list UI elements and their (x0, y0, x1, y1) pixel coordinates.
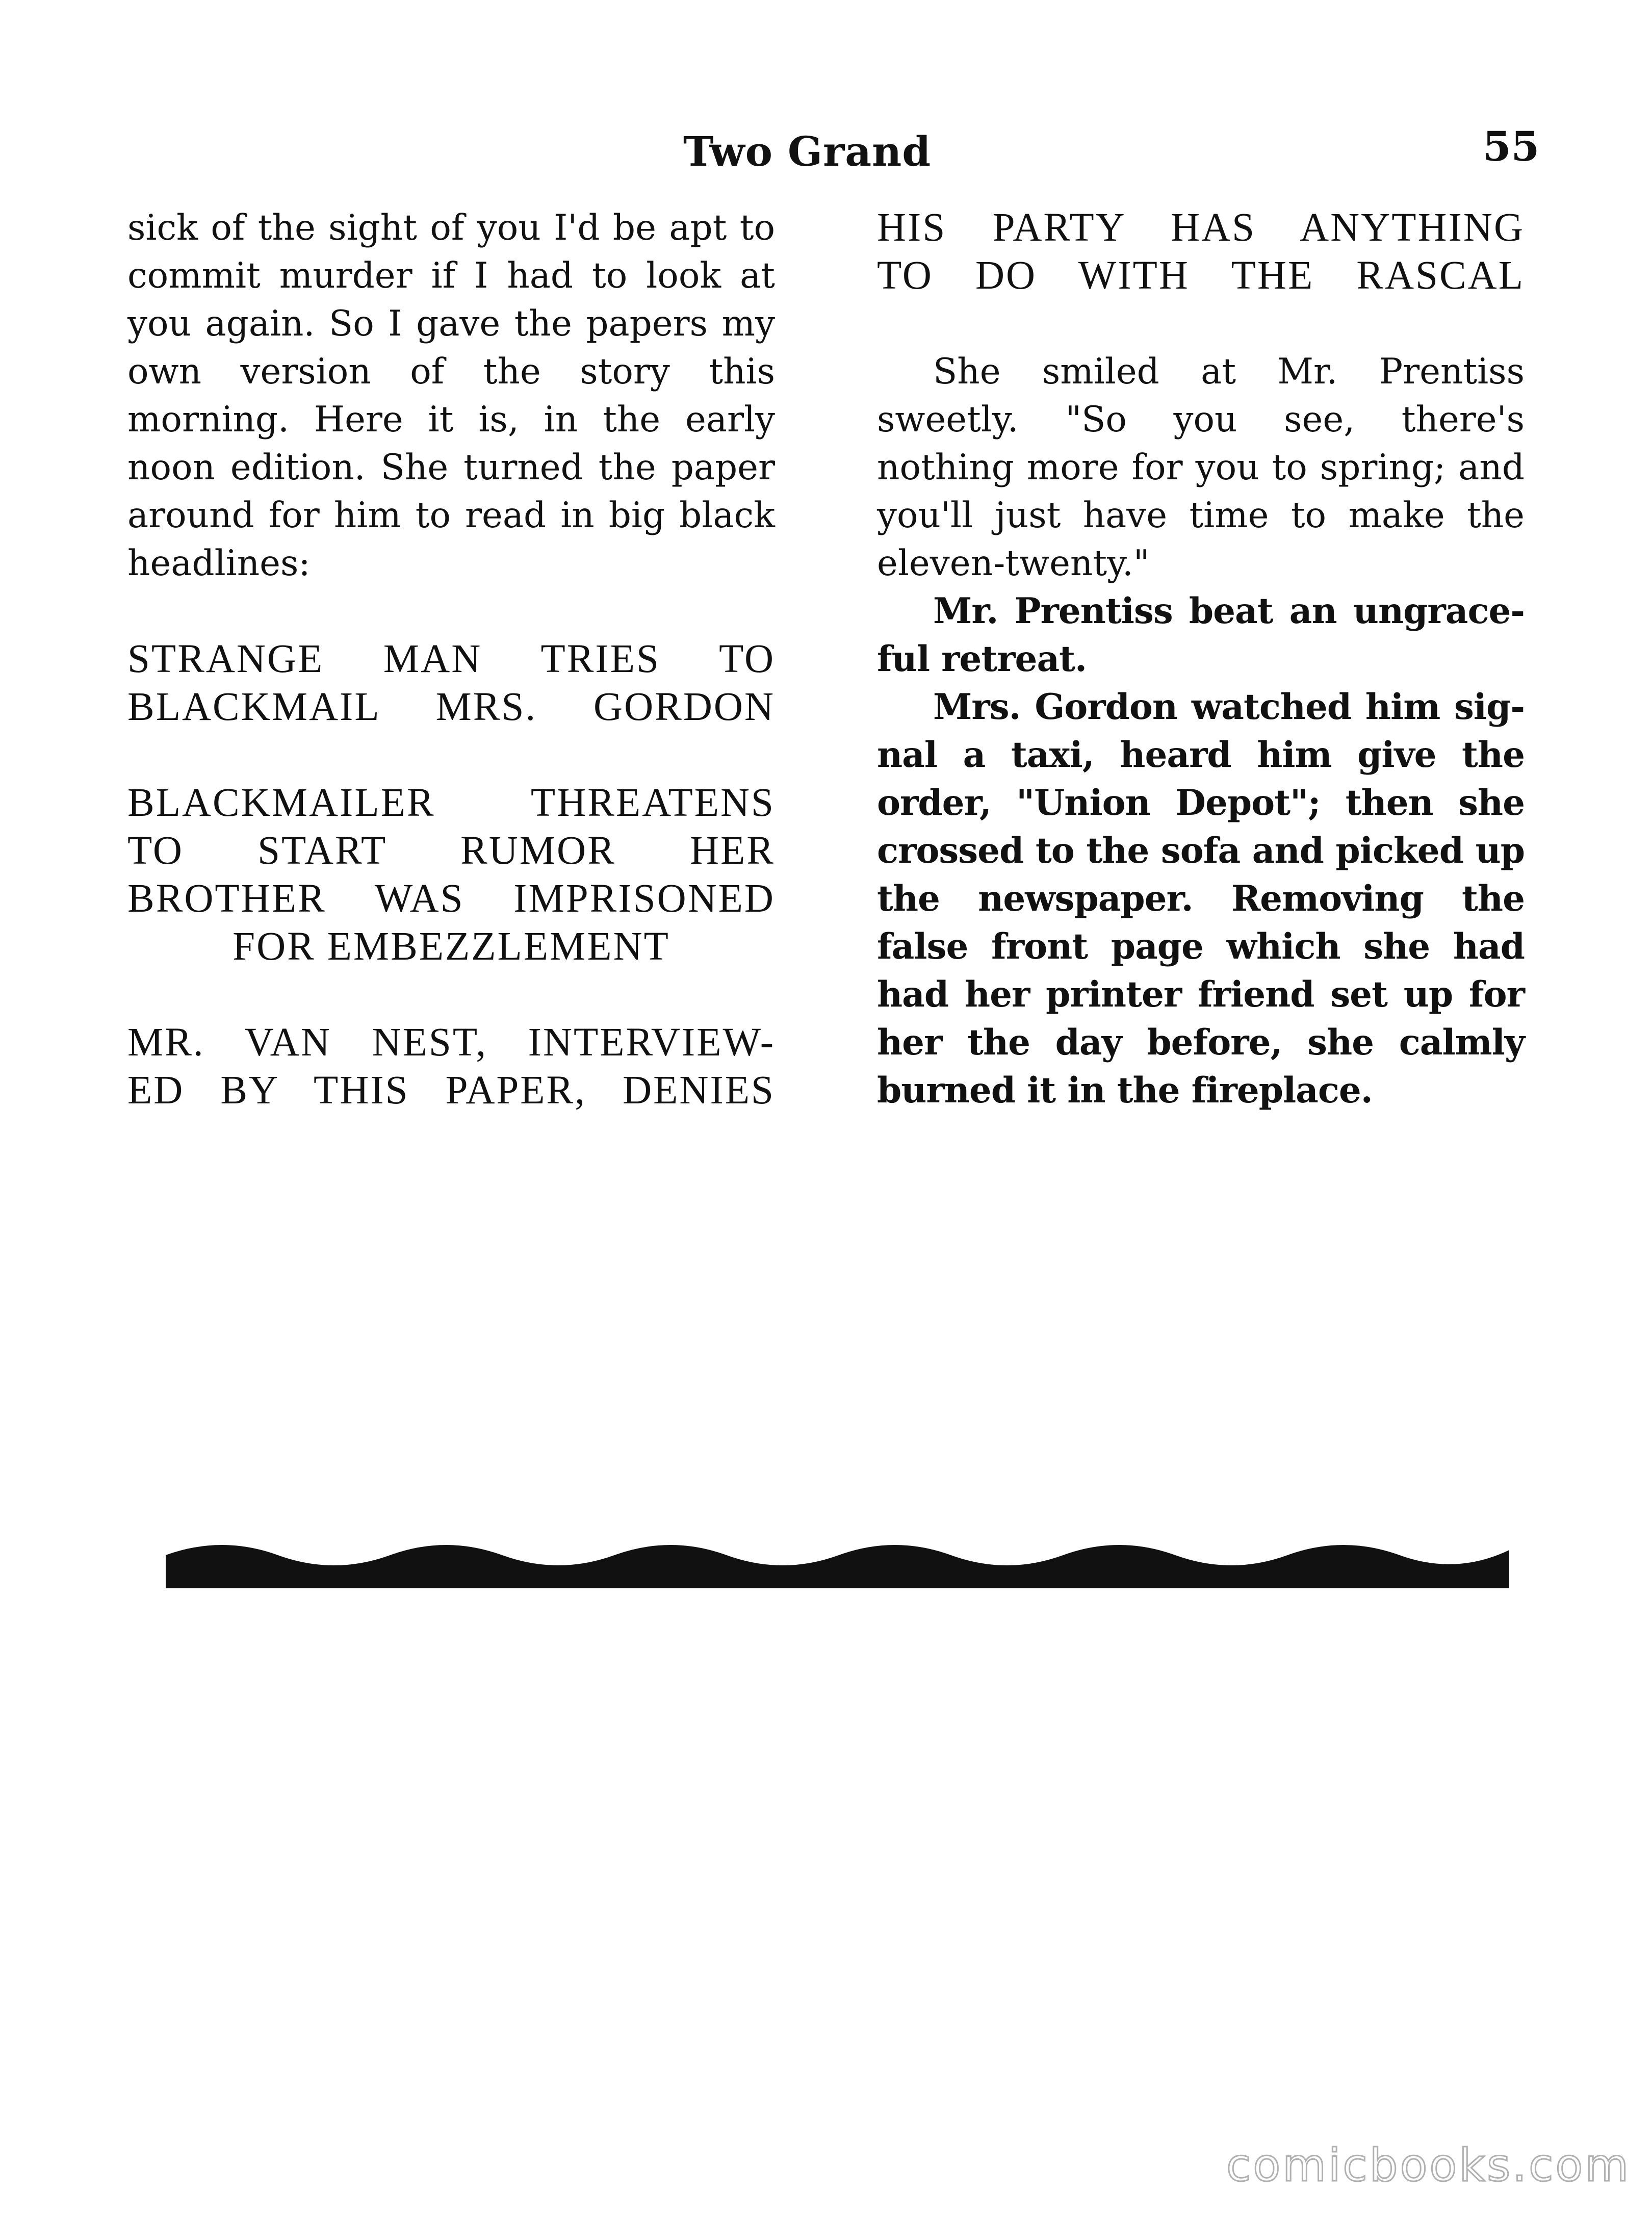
headline-line: HIS PARTY HAS ANYTHING (877, 205, 1525, 250)
wavy-rule-ornament (166, 1525, 1509, 1591)
headline-line: TO START RUMOR HER (127, 829, 775, 873)
headline-line: BROTHER WAS IMPRISONED (127, 876, 775, 921)
headline-block (127, 635, 775, 731)
body-paragraph: sick of the sight of you I'd be apt to commit murder if I had to look at you again. So I gave the papers my own version of the story this morning. Here it is, in the early noon edition. She turned the paper around for him to read in big black headlines: (127, 208, 775, 584)
headline-block (127, 1019, 775, 1115)
body-paragraph: Mr. Prentiss beat an ungrace-ful retreat. (877, 590, 1525, 680)
headline-line: BLACKMAIL MRS. GORDON (127, 685, 775, 729)
body-paragraph: Mrs. Gordon watched him sig-nal a taxi, heard him give the order, "Union Depot"; then she crossed to the sofa and picked up the newspaper. Removing the false front page which she had had her printer friend set up for her the day before, she calmly burned it in the fireplace. (877, 686, 1525, 1111)
headline-line: MR. VAN NEST, INTERVIEW- (127, 1020, 775, 1065)
headline-line: FOR EMBEZZLEMENT (233, 924, 670, 969)
headline-block (877, 204, 1525, 300)
watermark: comicbooks.com (1226, 2139, 1631, 2191)
right-column (877, 204, 1525, 1115)
headline-line: BLACKMAILER THREATENS (127, 781, 775, 825)
page-number: 55 (1483, 122, 1540, 170)
body-paragraph: She smiled at Mr. Prentiss sweetly. "So you see, there's nothing more for you to spring; and you'll just have time to make the eleven-twenty." (877, 351, 1525, 584)
running-head: Two Grand (683, 127, 932, 175)
headline-block (127, 779, 775, 971)
left-column (127, 204, 775, 1115)
headline-line: TO DO WITH THE RASCAL (877, 253, 1525, 298)
headline-line: ED BY THIS PAPER, DENIES (127, 1068, 775, 1113)
headline-line: STRANGE MAN TRIES TO (127, 637, 775, 681)
